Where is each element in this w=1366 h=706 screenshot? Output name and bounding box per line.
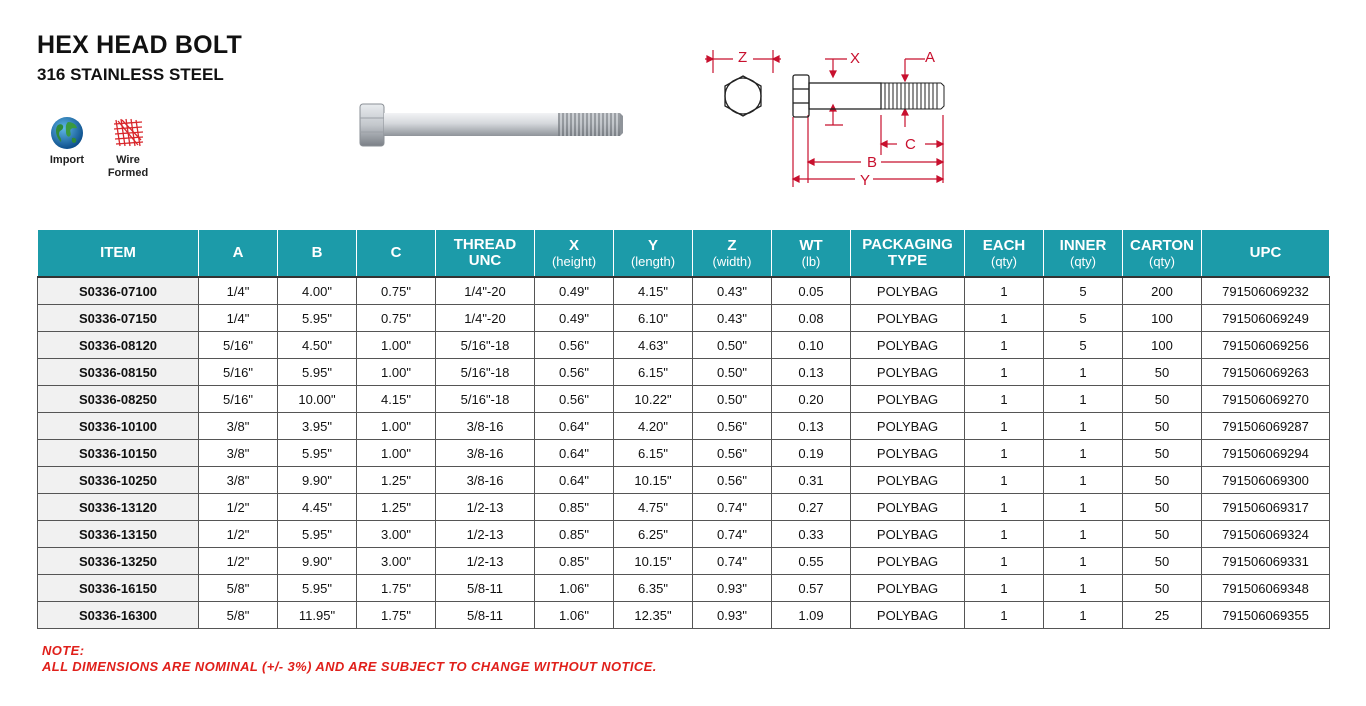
table-cell: 1.09 [772, 602, 851, 629]
table-cell: 0.85" [535, 521, 614, 548]
table-cell: 0.27 [772, 494, 851, 521]
note-heading: NOTE: [42, 643, 85, 658]
table-cell: 0.50" [693, 386, 772, 413]
column-header [965, 230, 1044, 278]
table-cell: 1 [1044, 548, 1123, 575]
item-number-cell: S0336-07150 [38, 305, 199, 332]
table-cell: 5/8-11 [436, 602, 535, 629]
table-cell: 1 [965, 359, 1044, 386]
table-cell: 1/2" [199, 494, 278, 521]
table-cell: 1.06" [535, 575, 614, 602]
column-header [772, 230, 851, 278]
column-header-label: Y [647, 236, 658, 254]
table-cell: 5.95" [278, 440, 357, 467]
table-cell: 791506069317 [1202, 494, 1330, 521]
table-cell: 791506069300 [1202, 467, 1330, 494]
table-cell: 1 [1044, 386, 1123, 413]
table-cell: 1 [965, 277, 1044, 305]
table-row [38, 494, 1330, 521]
table-cell: 791506069249 [1202, 305, 1330, 332]
table-cell: 1/2-13 [436, 494, 535, 521]
column-header [38, 230, 199, 278]
table-cell: 1/4" [199, 305, 278, 332]
table-cell: 4.45" [278, 494, 357, 521]
table-cell: 1 [1044, 413, 1123, 440]
table-row [38, 386, 1330, 413]
table-row [38, 413, 1330, 440]
table-cell: 5/16"-18 [436, 386, 535, 413]
column-header-unit: (height) [551, 253, 597, 269]
table-cell: 3.00" [357, 548, 436, 575]
table-cell: 1 [1044, 359, 1123, 386]
column-header-label: B [311, 244, 323, 261]
table-cell: 1/2" [199, 548, 278, 575]
table-cell: 0.64" [535, 413, 614, 440]
table-row [38, 305, 1330, 332]
table-cell: 1 [965, 386, 1044, 413]
column-header-unit: (lb) [801, 253, 821, 269]
table-cell: 200 [1123, 277, 1202, 305]
item-number-cell: S0336-07100 [38, 277, 199, 305]
table-cell: 0.93" [693, 602, 772, 629]
table-cell: 50 [1123, 467, 1202, 494]
table-cell: 0.20 [772, 386, 851, 413]
table-cell: 10.00" [278, 386, 357, 413]
import-label: Import [49, 154, 85, 166]
table-cell: 3/8" [199, 467, 278, 494]
table-cell: 6.25" [614, 521, 693, 548]
table-cell: 6.15" [614, 440, 693, 467]
column-header [614, 230, 693, 278]
table-cell: 791506069263 [1202, 359, 1330, 386]
table-cell: POLYBAG [851, 359, 965, 386]
table-cell: 0.43" [693, 277, 772, 305]
note-text: ALL DIMENSIONS ARE NOMINAL (+/- 3%) AND ARE SUBJECT TO CHANGE WITHOUT NOTICE. [42, 659, 657, 674]
table-cell: 1 [965, 521, 1044, 548]
table-cell: 5.95" [278, 359, 357, 386]
table-cell: 4.15" [357, 386, 436, 413]
table-cell: 1 [965, 494, 1044, 521]
table-cell: 0.74" [693, 494, 772, 521]
table-cell: 791506069331 [1202, 548, 1330, 575]
table-cell: 50 [1123, 413, 1202, 440]
table-row [38, 521, 1330, 548]
table-cell: 3/8" [199, 440, 278, 467]
table-cell: 1/4"-20 [436, 277, 535, 305]
table-cell: 791506069324 [1202, 521, 1330, 548]
table-header-row [38, 230, 1330, 278]
table-row [38, 359, 1330, 386]
table-cell: 0.74" [693, 548, 772, 575]
table-cell: 6.10" [614, 305, 693, 332]
table-cell: 5/8" [199, 575, 278, 602]
table-cell: 0.08 [772, 305, 851, 332]
table-cell: 0.50" [693, 332, 772, 359]
table-cell: 50 [1123, 548, 1202, 575]
table-cell: 1/4"-20 [436, 305, 535, 332]
table-cell: 791506069232 [1202, 277, 1330, 305]
table-cell: 0.55 [772, 548, 851, 575]
item-number-cell: S0336-08150 [38, 359, 199, 386]
table-cell: 0.13 [772, 413, 851, 440]
table-cell: 1.06" [535, 602, 614, 629]
table-cell: POLYBAG [851, 332, 965, 359]
table-cell: 3/8-16 [436, 467, 535, 494]
column-header [851, 230, 965, 278]
column-header-label: ITEM [100, 244, 136, 261]
table-cell: 0.57 [772, 575, 851, 602]
label-z: Z [738, 49, 748, 66]
table-cell: 1 [1044, 440, 1123, 467]
column-header [278, 230, 357, 278]
table-cell: 0.75" [357, 277, 436, 305]
column-header-label: INNER [1059, 236, 1107, 254]
item-number-cell: S0336-08250 [38, 386, 199, 413]
column-header-label: Z [727, 236, 737, 254]
label-b: B [867, 154, 878, 171]
table-cell: 791506069256 [1202, 332, 1330, 359]
table-cell: POLYBAG [851, 386, 965, 413]
table-cell: 9.90" [278, 467, 357, 494]
table-cell: 791506069287 [1202, 413, 1330, 440]
table-cell: POLYBAG [851, 467, 965, 494]
table-cell: 4.50" [278, 332, 357, 359]
table-cell: 4.00" [278, 277, 357, 305]
table-cell: 0.56" [535, 386, 614, 413]
table-cell: 1 [965, 332, 1044, 359]
table-cell: 1.25" [357, 467, 436, 494]
table-cell: 1 [965, 413, 1044, 440]
table-cell: POLYBAG [851, 602, 965, 629]
table-cell: 0.56" [693, 440, 772, 467]
label-a: A [925, 49, 936, 66]
table-row [38, 440, 1330, 467]
table-cell: 100 [1123, 332, 1202, 359]
table-cell: 10.22" [614, 386, 693, 413]
table-cell: POLYBAG [851, 277, 965, 305]
table-cell: 0.56" [693, 413, 772, 440]
wire-mesh-icon [110, 116, 146, 150]
table-cell: 50 [1123, 440, 1202, 467]
table-cell: 5.95" [278, 521, 357, 548]
table-cell: 10.15" [614, 467, 693, 494]
table-cell: 1 [965, 602, 1044, 629]
table-cell: 5/8-11 [436, 575, 535, 602]
table-cell: 25 [1123, 602, 1202, 629]
column-header [1123, 230, 1202, 278]
table-cell: 5 [1044, 305, 1123, 332]
table-cell: POLYBAG [851, 521, 965, 548]
table-cell: 0.43" [693, 305, 772, 332]
table-cell: 1 [1044, 494, 1123, 521]
table-cell: 0.56" [535, 359, 614, 386]
table-cell: 1/2-13 [436, 548, 535, 575]
column-header-label: PACKAGING TYPE [862, 236, 953, 269]
table-cell: 1 [965, 548, 1044, 575]
table-cell: 1 [965, 440, 1044, 467]
table-cell: 50 [1123, 521, 1202, 548]
table-cell: 0.74" [693, 521, 772, 548]
note [42, 643, 657, 675]
table-cell: 0.56" [535, 332, 614, 359]
page-subtitle: 316 STAINLESS STEEL [37, 65, 224, 84]
wire-formed-label: Wire Formed [107, 154, 149, 179]
table-cell: 3/8-16 [436, 440, 535, 467]
label-c: C [905, 136, 916, 153]
table-cell: 791506069355 [1202, 602, 1330, 629]
item-number-cell: S0336-10250 [38, 467, 199, 494]
table-cell: 1.75" [357, 602, 436, 629]
spec-table [37, 229, 1330, 629]
column-header-unit: (qty) [1070, 253, 1096, 269]
table-cell: 4.20" [614, 413, 693, 440]
table-cell: 50 [1123, 359, 1202, 386]
table-cell: 0.05 [772, 277, 851, 305]
table-cell: 5 [1044, 332, 1123, 359]
table-cell: 3/8" [199, 413, 278, 440]
column-header-unit: (qty) [1149, 253, 1175, 269]
table-cell: 5/16"-18 [436, 359, 535, 386]
table-cell: 1 [965, 575, 1044, 602]
table-cell: 0.56" [693, 467, 772, 494]
item-number-cell: S0336-16150 [38, 575, 199, 602]
column-header [1202, 230, 1330, 278]
item-number-cell: S0336-13150 [38, 521, 199, 548]
table-cell: 11.95" [278, 602, 357, 629]
column-header-unit: (length) [630, 253, 676, 269]
table-cell: 4.63" [614, 332, 693, 359]
table-cell: 1 [1044, 602, 1123, 629]
table-cell: 100 [1123, 305, 1202, 332]
column-header-label: WT [799, 236, 823, 254]
bolt-photo [358, 100, 628, 150]
table-cell: 791506069270 [1202, 386, 1330, 413]
import-badge [44, 116, 90, 167]
table-cell: 0.49" [535, 277, 614, 305]
column-header-label: CARTON [1130, 236, 1194, 254]
table-cell: 1.00" [357, 413, 436, 440]
globe-icon [50, 116, 84, 150]
table-cell: 0.64" [535, 440, 614, 467]
table-cell: POLYBAG [851, 413, 965, 440]
table-cell: 791506069294 [1202, 440, 1330, 467]
dimension-diagram [705, 45, 955, 190]
table-cell: 50 [1123, 575, 1202, 602]
item-number-cell: S0336-10150 [38, 440, 199, 467]
table-cell: 6.15" [614, 359, 693, 386]
item-number-cell: S0336-13250 [38, 548, 199, 575]
table-cell: POLYBAG [851, 575, 965, 602]
column-header [1044, 230, 1123, 278]
table-cell: 1.00" [357, 332, 436, 359]
table-cell: 50 [1123, 386, 1202, 413]
column-header [693, 230, 772, 278]
table-cell: 1.00" [357, 440, 436, 467]
table-cell: 0.13 [772, 359, 851, 386]
label-y: Y [860, 172, 871, 189]
column-header [357, 230, 436, 278]
table-cell: 12.35" [614, 602, 693, 629]
table-cell: 3.95" [278, 413, 357, 440]
column-header-label: UPC [1249, 244, 1282, 261]
item-number-cell: S0336-13120 [38, 494, 199, 521]
table-cell: 0.50" [693, 359, 772, 386]
column-header-label: C [390, 244, 402, 261]
table-cell: 0.33 [772, 521, 851, 548]
item-number-cell: S0336-10100 [38, 413, 199, 440]
table-cell: POLYBAG [851, 305, 965, 332]
table-cell: 4.15" [614, 277, 693, 305]
table-row [38, 575, 1330, 602]
label-x: X [850, 50, 861, 67]
table-cell: POLYBAG [851, 548, 965, 575]
column-header-unit: (width) [712, 253, 752, 269]
table-cell: 1 [1044, 575, 1123, 602]
column-header-unit: (qty) [991, 253, 1017, 269]
table-cell: 1 [1044, 467, 1123, 494]
wire-formed-badge [100, 116, 156, 180]
item-number-cell: S0336-16300 [38, 602, 199, 629]
table-cell: 5/16" [199, 386, 278, 413]
table-cell: 0.64" [535, 467, 614, 494]
column-header-label: THREAD UNC [453, 236, 517, 269]
table-cell: 791506069348 [1202, 575, 1330, 602]
table-cell: 3/8-16 [436, 413, 535, 440]
table-cell: 1.25" [357, 494, 436, 521]
table-cell: 0.75" [357, 305, 436, 332]
table-cell: 3.00" [357, 521, 436, 548]
table-cell: 1 [1044, 521, 1123, 548]
column-header-label: A [232, 244, 244, 261]
table-cell: 1.75" [357, 575, 436, 602]
table-cell: POLYBAG [851, 494, 965, 521]
table-cell: 5/16"-18 [436, 332, 535, 359]
table-cell: 10.15" [614, 548, 693, 575]
table-cell: 5 [1044, 277, 1123, 305]
table-cell: 5/8" [199, 602, 278, 629]
table-cell: 0.85" [535, 548, 614, 575]
table-row [38, 602, 1330, 629]
table-cell: 1 [965, 305, 1044, 332]
column-header-label: X [568, 236, 579, 254]
item-number-cell: S0336-08120 [38, 332, 199, 359]
table-cell: POLYBAG [851, 440, 965, 467]
table-cell: 50 [1123, 494, 1202, 521]
table-cell: 0.85" [535, 494, 614, 521]
table-cell: 0.31 [772, 467, 851, 494]
table-cell: 1/2" [199, 521, 278, 548]
table-cell: 5.95" [278, 305, 357, 332]
table-cell: 5.95" [278, 575, 357, 602]
column-header [436, 230, 535, 278]
table-row [38, 467, 1330, 494]
table-row [38, 548, 1330, 575]
table-cell: 5/16" [199, 332, 278, 359]
table-cell: 1 [965, 467, 1044, 494]
table-cell: 5/16" [199, 359, 278, 386]
page-title: HEX HEAD BOLT [37, 31, 242, 59]
table-cell: 6.35" [614, 575, 693, 602]
table-cell: 9.90" [278, 548, 357, 575]
table-cell: 1.00" [357, 359, 436, 386]
table-row [38, 332, 1330, 359]
column-header [535, 230, 614, 278]
table-row [38, 277, 1330, 305]
table-cell: 0.10 [772, 332, 851, 359]
table-cell: 0.49" [535, 305, 614, 332]
table-cell: 0.93" [693, 575, 772, 602]
column-header-label: EACH [982, 236, 1026, 254]
table-cell: 1/4" [199, 277, 278, 305]
table-cell: 4.75" [614, 494, 693, 521]
table-cell: 1/2-13 [436, 521, 535, 548]
column-header [199, 230, 278, 278]
table-cell: 0.19 [772, 440, 851, 467]
